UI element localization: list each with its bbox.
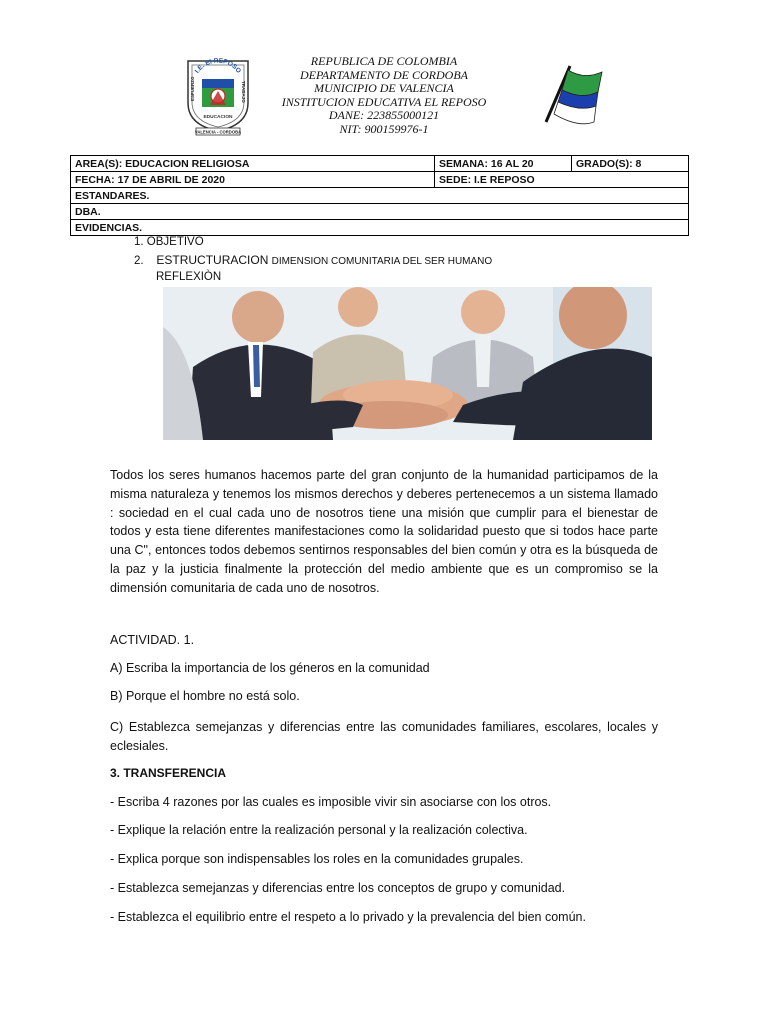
logo-ribbon-text: VALENCIA - CORDOBA	[194, 129, 242, 135]
estructuracion-title: ESTRUCTURACION	[156, 253, 269, 267]
objetivo-heading: 1. OBJETIVO	[134, 236, 204, 248]
header-line-country: REPUBLICA DE COLOMBIA	[310, 54, 458, 68]
sede-cell: SEDE: I.E REPOSO	[435, 172, 689, 188]
estandares-cell: ESTANDARES.	[71, 188, 689, 204]
logo-right-text: TRABAJO	[241, 81, 246, 103]
actividad-item-c: C) Establezca semejanzas y diferencias entre las comunidades familiares, escolares, locales y eclesiales.	[110, 720, 658, 753]
reflection-paragraph: Todos los seres humanos hacemos parte del gran conjunto de la humanidad participamos de la misma naturaleza y tenemos los mismos derechos y deberes pertenecemos a un sistema llamado : sociedad en el cual cada uno de nosotros tiene una misión que cumplir para el bienestar de todos y esta tiene diferentes manifestaciones como la solidaridad puesto que si todos hace parte una C", entonces todos debemos sentirnos responsables del bien común y otra es la búsqueda de la paz y la justicia finalmente la protección del medio ambiente que es un compromiso se la dimensión comunitaria de cada uno de nosotros.	[110, 468, 658, 595]
semana-cell: SEMANA: 16 AL 20	[435, 156, 572, 172]
dba-cell: DBA.	[71, 204, 689, 220]
transferencia-item: - Escriba 4 razones por las cuales es imposible vivir sin asociarse con los otros.	[110, 795, 552, 809]
school-logo	[182, 55, 254, 137]
institution-header	[250, 55, 518, 137]
logo-left-text: ESFUERZO	[190, 76, 195, 101]
municipal-flag-icon	[540, 62, 604, 128]
estructuracion-number: 2.	[134, 255, 144, 267]
transferencia-item: - Establezca semejanzas y diferencias entre los conceptos de grupo y comunidad.	[110, 881, 566, 895]
header-line-nit: NIT: 900159976-1	[339, 121, 429, 136]
transferencia-item: - Establezca el equilibrio entre el respeto a lo privado y la prevalencia del bien común.	[110, 910, 586, 924]
estructuracion-subtitle: DIMENSION COMUNITARIA DEL SER HUMANO	[271, 256, 493, 267]
header-line-dane: DANE: 223855000121	[328, 108, 440, 123]
header-line-institution: INSTITUCION EDUCATIVA EL REPOSO	[281, 94, 487, 109]
actividad-title: ACTIVIDAD. 1.	[110, 633, 195, 647]
actividad-item-b: B) Porque el hombre no está solo.	[110, 689, 300, 703]
transferencia-item: - Explique la relación entre la realización personal y la realización colectiva.	[110, 823, 528, 837]
header-line-municipality: MUNICIPIO DE VALENCIA	[314, 81, 454, 96]
transferencia-title: 3. TRANSFERENCIA	[110, 766, 227, 780]
logo-top-text: I.E. El REPOSO	[193, 57, 243, 75]
reflexion-heading: REFLEXIÒN	[156, 271, 222, 283]
evidencias-cell: EVIDENCIAS.	[71, 220, 689, 236]
class-info-table	[70, 155, 689, 236]
grado-cell: GRADO(S): 8	[572, 156, 689, 172]
transferencia-item: - Explica porque son indispensables los roles en la comunidades grupales.	[110, 852, 524, 866]
fecha-cell: FECHA: 17 DE ABRIL DE 2020	[71, 172, 435, 188]
teamwork-hands-photo	[163, 287, 652, 440]
estructuracion-heading	[134, 253, 492, 267]
logo-bottom-text: EDUCACION	[203, 115, 233, 120]
actividad-item-a: A) Escriba la importancia de los géneros en la comunidad	[110, 661, 430, 675]
area-cell: AREA(S): EDUCACION RELIGIOSA	[71, 156, 435, 172]
header-line-department: DEPARTAMENTO DE CORDOBA	[300, 67, 468, 82]
